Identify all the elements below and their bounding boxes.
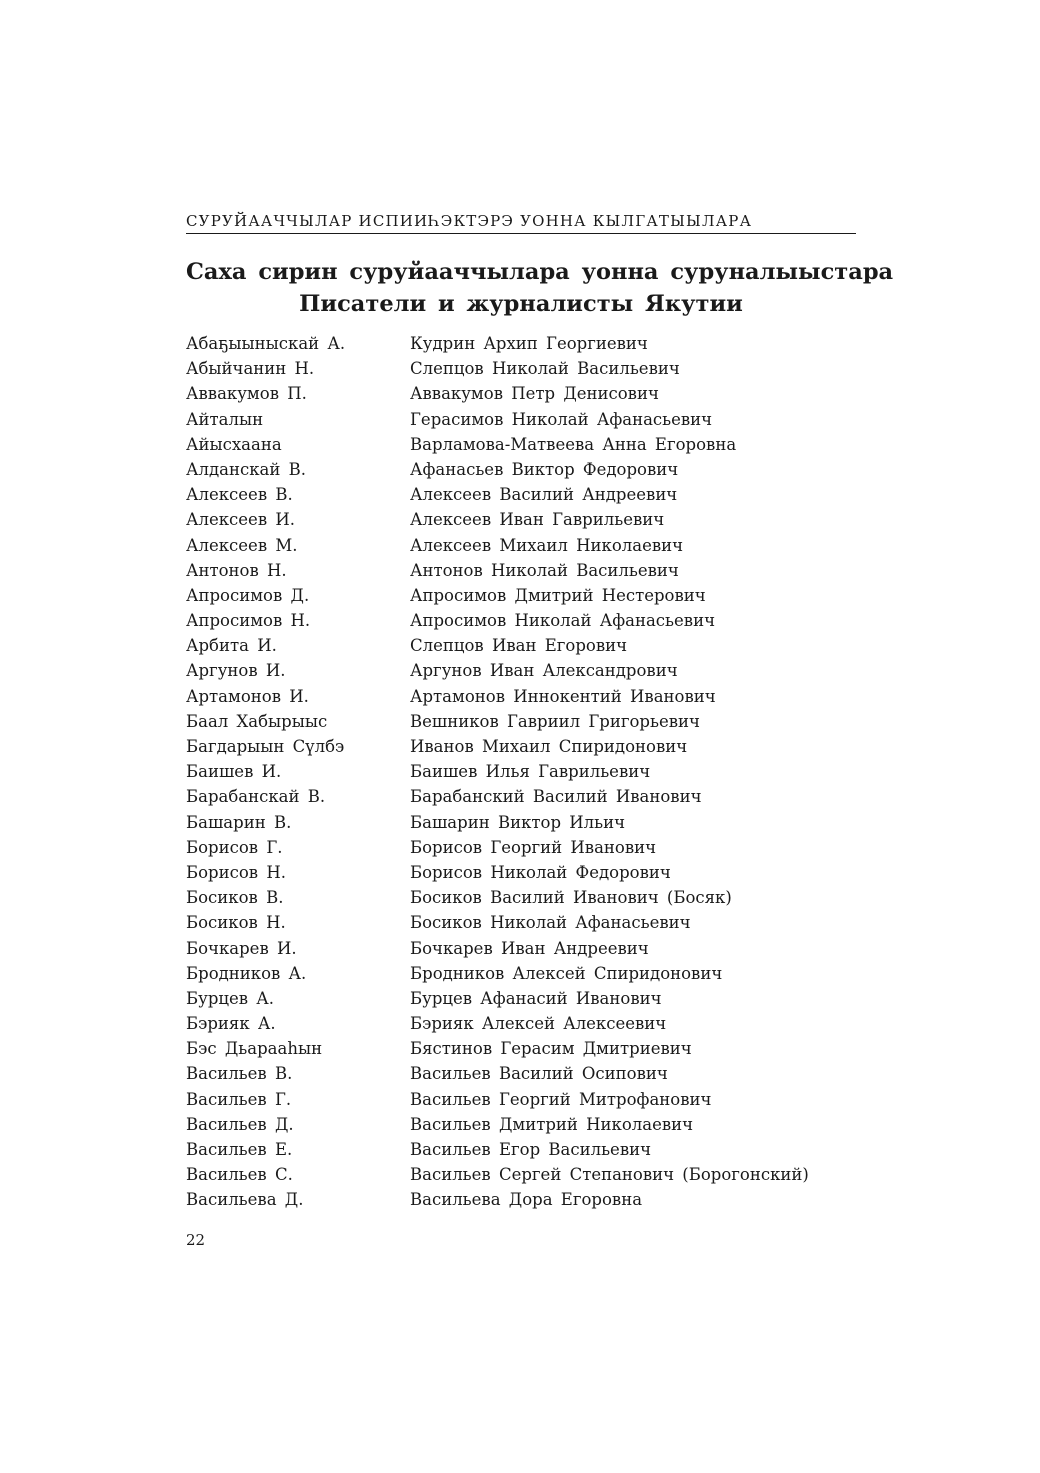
- pseudonym: Алексеев И.: [186, 510, 295, 530]
- full-name: Бэрияк Алексей Алексеевич: [410, 1014, 667, 1034]
- list-item: [186, 734, 856, 759]
- list-item: [186, 1087, 856, 1112]
- full-name: Башарин Виктор Ильич: [410, 812, 626, 832]
- pseudonym: Багдарыын Сүлбэ: [186, 737, 345, 756]
- full-name: Васильев Егор Васильевич: [410, 1140, 652, 1159]
- full-name: Слепцов Иван Егорович: [410, 636, 628, 656]
- list-item: [186, 986, 856, 1011]
- list-item: [186, 558, 856, 583]
- full-name: Антонов Николай Васильевич: [410, 560, 679, 580]
- list-item: [186, 684, 856, 709]
- pseudonym: Арбита И.: [186, 636, 277, 656]
- list-item: [186, 583, 856, 608]
- pseudonym: Антонов Н.: [186, 560, 287, 580]
- pseudonym: Башарин В.: [186, 812, 292, 832]
- pseudonym: Васильев Е.: [186, 1140, 293, 1159]
- pseudonym: Бэрияк А.: [186, 1014, 276, 1034]
- list-item: [186, 658, 856, 683]
- full-name: Афанасьев Виктор Федорович: [410, 459, 679, 479]
- full-name: Аргунов Иван Александрович: [410, 661, 678, 681]
- pseudonym: Бэс Дьарааһын: [186, 1039, 323, 1059]
- full-name: Босиков Василий Иванович (Босяк): [410, 888, 732, 908]
- pseudonym: Борисов Н.: [186, 862, 286, 882]
- full-name: Васильев Василий Осипович: [410, 1064, 668, 1084]
- list-item: [186, 533, 856, 558]
- list-item: [186, 432, 856, 457]
- list-item: [186, 331, 856, 356]
- full-name: Варламова-Матвеева Анна Егоровна: [410, 434, 737, 454]
- full-name: Босиков Николай Афанасьевич: [410, 913, 691, 933]
- pseudonym: Аввакумов П.: [186, 384, 307, 404]
- full-name: Васильев Сергей Степанович (Борогонский): [410, 1165, 809, 1185]
- pseudonym: Аргунов И.: [186, 661, 286, 681]
- full-name: Герасимов Николай Афанасьевич: [410, 409, 713, 429]
- pseudonym: Алексеев В.: [186, 485, 293, 505]
- full-name: Борисов Николай Федорович: [410, 862, 671, 882]
- pseudonym: Алексеев М.: [186, 535, 298, 555]
- full-name: Бродников Алексей Спиридонович: [410, 963, 723, 983]
- list-item: [186, 910, 856, 935]
- list-item: [186, 885, 856, 910]
- list-item: [186, 936, 856, 961]
- full-name: Апросимов Дмитрий Нестерович: [410, 585, 706, 605]
- title-line-russian: Писатели и журналисты Якутии: [299, 291, 743, 317]
- pseudonym: Айталын: [186, 409, 264, 429]
- list-item: [186, 457, 856, 482]
- list-item: [186, 759, 856, 784]
- full-name: Алексеев Василий Андреевич: [410, 485, 678, 505]
- pseudonym: Баишев И.: [186, 762, 282, 782]
- pseudonym: Апросимов Н.: [186, 611, 311, 631]
- full-name: Иванов Михаил Спиридонович: [410, 737, 688, 756]
- full-name: Слепцов Николай Васильевич: [410, 359, 680, 379]
- list-item: [186, 784, 856, 809]
- full-name: Бочкарев Иван Андреевич: [410, 938, 649, 958]
- pseudonym: Васильев Д.: [186, 1114, 294, 1134]
- pseudonym: Босиков В.: [186, 888, 284, 908]
- pseudonym: Васильев С.: [186, 1165, 293, 1185]
- list-item: [186, 835, 856, 860]
- running-header: СУРУЙААЧЧЫЛАР ИСПИИҺЭКТЭРЭ УОННА КЫЛГАТЫЫЛАРА: [186, 212, 753, 230]
- pseudonym: Абыйчанин Н.: [186, 359, 315, 379]
- full-name: Апросимов Николай Афанасьевич: [410, 611, 715, 631]
- pseudonym: Бродников А.: [186, 963, 307, 983]
- list-item: [186, 1137, 856, 1162]
- full-name: Кудрин Архип Георгиевич: [410, 334, 648, 353]
- pseudonym: Абаҕыыныскай А.: [186, 334, 346, 353]
- list-item: [186, 810, 856, 835]
- title-line-sakha: Саха сирин суруйааччылара уонна суруналыыстара: [186, 259, 894, 285]
- full-name: Артамонов Иннокентий Иванович: [410, 686, 716, 706]
- list-item: [186, 1162, 856, 1187]
- list-item: [186, 1187, 856, 1212]
- list-item: [186, 1112, 856, 1137]
- full-name: Алексеев Михаил Николаевич: [410, 535, 684, 555]
- list-item: [186, 633, 856, 658]
- list-item: [186, 407, 856, 432]
- full-name: Алексеев Иван Гаврильевич: [410, 510, 665, 530]
- header-rule: [186, 233, 856, 234]
- list-item: [186, 482, 856, 507]
- list-item: [186, 860, 856, 885]
- full-name: Аввакумов Петр Денисович: [410, 384, 659, 404]
- list-item: [186, 709, 856, 734]
- full-name: Барабанский Василий Иванович: [410, 787, 702, 807]
- pseudonym: Айысхаана: [186, 434, 282, 454]
- full-name: Бястинов Герасим Дмитриевич: [410, 1039, 692, 1059]
- pseudonym: Васильев В.: [186, 1064, 293, 1084]
- pseudonym: Бочкарев И.: [186, 938, 297, 958]
- full-name: Вешников Гавриил Григорьевич: [410, 711, 700, 731]
- pseudonym: Артамонов И.: [186, 686, 309, 706]
- list-item: [186, 961, 856, 986]
- full-name: Борисов Георгий Иванович: [410, 837, 657, 857]
- pseudonym: Барабанскай В.: [186, 787, 326, 807]
- pseudonym: Васильева Д.: [186, 1190, 304, 1210]
- list-item: [186, 356, 856, 381]
- pseudonym-list: [186, 331, 856, 1213]
- list-item: [186, 1011, 856, 1036]
- list-item: [186, 1061, 856, 1086]
- page-title: [186, 256, 894, 320]
- list-item: [186, 1036, 856, 1061]
- full-name: Васильев Георгий Митрофанович: [410, 1089, 712, 1109]
- pseudonym: Васильев Г.: [186, 1089, 292, 1109]
- full-name: Васильев Дмитрий Николаевич: [410, 1114, 694, 1134]
- page-number: 22: [186, 1231, 206, 1249]
- pseudonym: Алданскай В.: [186, 459, 306, 479]
- full-name: Бурцев Афанасий Иванович: [410, 988, 662, 1008]
- pseudonym: Борисов Г.: [186, 837, 283, 857]
- pseudonym: Босиков Н.: [186, 913, 286, 933]
- pseudonym: Баал Хабырыыс: [186, 711, 328, 731]
- list-item: [186, 507, 856, 532]
- full-name: Баишев Илья Гаврильевич: [410, 762, 651, 782]
- full-name: Васильева Дора Егоровна: [410, 1190, 643, 1210]
- list-item: [186, 381, 856, 406]
- pseudonym: Бурцев А.: [186, 988, 275, 1008]
- pseudonym: Апросимов Д.: [186, 585, 310, 605]
- list-item: [186, 608, 856, 633]
